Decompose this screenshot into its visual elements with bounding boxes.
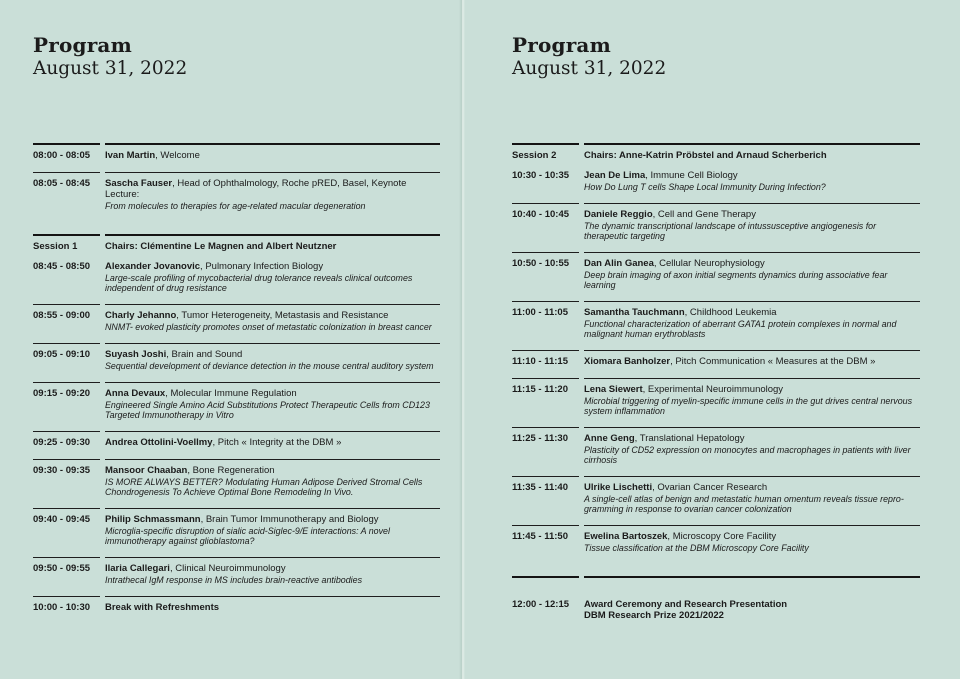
time-range: 10:30 - 10:35 <box>512 170 570 181</box>
talk-abstract: Sequential development of deviance detection in the mouse central auditory system <box>105 361 434 371</box>
speaker-name: Jean De Lima <box>584 170 646 181</box>
talk-abstract: NNMT- evoked plasticity promotes onset of metastatic colonization in breast cancer <box>105 322 432 332</box>
talk-topic: , Immune Cell Biology <box>645 170 738 181</box>
talk-abstract: Plasticity of CD52 expression on monocytes and macrophages in patients with liver cirrhosis <box>584 445 911 465</box>
time-range: 12:00 - 12:15 <box>512 576 579 621</box>
talk-abstract: Deep brain imaging of axon initial segments dynamics during associative fear learning <box>584 270 888 290</box>
talk-abstract: Large-scale profiling of mycobacterial drug tolerance reveals clinical outcomes independent of drug resistance <box>105 273 413 293</box>
page-date: August 31, 2022 <box>512 58 667 79</box>
talk-topic: , Microscopy Core Facility <box>667 531 777 542</box>
time-range: 11:10 - 11:15 <box>512 350 579 367</box>
entry-content <box>105 172 440 211</box>
talk-topic: , Pitch Communication « Measures at the DBM » <box>670 356 876 367</box>
schedule-row <box>33 143 440 172</box>
schedule-row <box>512 427 920 476</box>
chairs-label: Chairs: Clémentine Le Magnen and Albert Neutzner <box>105 241 337 252</box>
schedule-row <box>33 261 440 304</box>
award-subtitle: DBM Research Prize 2021/2022 <box>584 610 724 621</box>
time-range: 08:05 - 08:45 <box>33 172 100 211</box>
entry-content <box>105 143 440 161</box>
entry-content <box>105 261 440 293</box>
entry-content <box>105 343 440 371</box>
entry-line <box>584 258 920 269</box>
time-range: 11:45 - 11:50 <box>512 525 579 553</box>
speaker-name: Charly Jehanno <box>105 310 177 321</box>
entry-content <box>584 378 920 416</box>
talk-abstract: IS MORE ALWAYS BETTER? Modulating Human Adipose Derived Stromal Cells Chondrogenesis To Achieve Optimal Bone Remodeling In Vivo. <box>105 477 423 497</box>
entry-line <box>584 356 920 367</box>
page-date: August 31, 2022 <box>33 58 188 79</box>
left-page <box>33 0 440 679</box>
talk-abstract: Microglia-specific disruption of sialic acid-Siglec-9/E interactions: A novel immunotherapy against glioblastoma? <box>105 526 390 546</box>
entry-content <box>105 431 440 448</box>
schedule-row <box>512 350 920 378</box>
time-range: 10:00 - 10:30 <box>33 596 100 613</box>
entry-line <box>105 437 440 448</box>
time-range: 08:45 - 08:50 <box>33 261 91 272</box>
time-range: 09:15 - 09:20 <box>33 382 100 420</box>
entry-content <box>584 143 920 161</box>
entry-line <box>584 170 920 181</box>
entry-line <box>584 433 920 444</box>
schedule-row <box>512 252 920 301</box>
entry-content <box>105 234 440 252</box>
entry-line <box>105 178 440 200</box>
entry-content <box>584 301 920 339</box>
talk-abstract: From molecules to therapies for age-related macular degeneration <box>105 201 366 211</box>
right-page <box>512 0 920 679</box>
time-range: 09:30 - 09:35 <box>33 459 100 497</box>
talk-topic: , Tumor Heterogeneity, Metastasis and Resistance <box>176 310 389 321</box>
entry-line <box>105 349 440 360</box>
schedule-table <box>33 143 440 624</box>
entry-line <box>105 602 440 613</box>
schedule-row <box>33 343 440 382</box>
speaker-name: Anne Geng <box>584 433 635 444</box>
time-range: 11:35 - 11:40 <box>512 476 579 514</box>
speaker-name: Ivan Martin <box>105 150 156 161</box>
entry-content <box>584 252 920 290</box>
page-title: Program <box>33 33 132 57</box>
speaker-name: Samantha Tauchmann <box>584 307 685 318</box>
chairs-label: Chairs: Anne-Katrin Pröbstel and Arnaud Scherberich <box>584 150 827 161</box>
talk-topic: , Childhood Leukemia <box>684 307 777 318</box>
right-page-header <box>512 33 666 80</box>
entry-line <box>105 310 440 321</box>
entry-content <box>584 203 920 241</box>
time-range: 09:05 - 09:10 <box>33 343 100 371</box>
talk-topic: , Cell and Gene Therapy <box>652 209 756 220</box>
schedule-row <box>512 203 920 252</box>
speaker-name: Philip Schmassmann <box>105 514 201 525</box>
entry-content <box>584 525 920 553</box>
entry-content <box>105 382 440 420</box>
speaker-name: Ilaria Callegari <box>105 563 170 574</box>
talk-topic: , Welcome <box>155 150 200 161</box>
talk-abstract: How Do Lung T cells Shape Local Immunity During Infection? <box>584 182 826 192</box>
talk-topic: , Experimental Neuroimmunology <box>642 384 784 395</box>
time-range: 10:50 - 10:55 <box>512 252 579 290</box>
talk-topic: , Brain and Sound <box>166 349 243 360</box>
entry-line <box>584 384 920 395</box>
schedule-row <box>512 576 920 632</box>
time-range: 08:00 - 08:05 <box>33 143 100 161</box>
speaker-name: Anna Devaux <box>105 388 166 399</box>
entry-line <box>584 531 920 542</box>
talk-topic: , Pitch « Integrity at the DBM » <box>212 437 342 448</box>
entry-line <box>105 514 440 525</box>
talk-topic: , Translational Hepatology <box>634 433 745 444</box>
talk-topic: , Clinical Neuroimmunology <box>169 563 286 574</box>
time-range: 11:15 - 11:20 <box>512 378 579 416</box>
session-label: Session 2 <box>512 143 579 161</box>
talk-topic: , Molecular Immune Regulation <box>165 388 297 399</box>
page-title: Program <box>512 33 611 57</box>
entry-line <box>584 482 920 493</box>
speaker-name: Dan Alin Ganea <box>584 258 654 269</box>
left-page-header <box>33 33 187 80</box>
speaker-name: Alexander Jovanovic <box>105 261 201 272</box>
entry-line <box>105 465 440 476</box>
schedule-row <box>33 304 440 343</box>
speaker-name: Xiomara Banholzer <box>584 356 671 367</box>
session-header-row <box>33 234 440 261</box>
talk-abstract: Microbial triggering of myelin-specific immune cells in the gut drives central nervous system inflammation <box>584 396 913 416</box>
schedule-row <box>512 476 920 525</box>
entry-content <box>584 576 920 621</box>
talk-topic: , Cellular Neurophysiology <box>653 258 765 269</box>
entry-line <box>584 150 920 161</box>
entry-content <box>105 508 440 546</box>
entry-line <box>584 209 920 220</box>
speaker-name: Daniele Reggio <box>584 209 653 220</box>
entry-line <box>584 599 920 610</box>
talk-abstract: The dynamic transcriptional landscape of intussusceptive angiogenesis for therapeutic targeting <box>584 221 877 241</box>
time-range: 09:50 - 09:55 <box>33 557 100 585</box>
speaker-name: Suyash Joshi <box>105 349 167 360</box>
schedule-row <box>512 525 920 576</box>
entry-line <box>105 388 440 399</box>
time-range: 09:40 - 09:45 <box>33 508 100 546</box>
schedule-row <box>33 557 440 596</box>
page-fold-divider <box>459 0 465 679</box>
entry-line <box>105 563 440 574</box>
session-label: Session 1 <box>33 234 100 252</box>
time-range: 11:00 - 11:05 <box>512 301 579 339</box>
talk-abstract: Functional characterization of aberrant GATA1 protein complexes in normal and malignant human erythroblasts <box>584 319 897 339</box>
entry-content <box>584 476 920 514</box>
entry-line <box>105 150 440 161</box>
schedule-row <box>33 172 440 234</box>
talk-abstract: Tissue classification at the DBM Microscopy Core Facility <box>584 543 809 553</box>
schedule-row <box>512 378 920 427</box>
session-header-row <box>512 143 920 170</box>
entry-content <box>584 427 920 465</box>
talk-topic: , Head of Ophthalmology, Roche pRED, Basel, Keynote Lecture: <box>105 178 407 200</box>
speaker-name: Mansoor Chaaban <box>105 465 188 476</box>
schedule-row <box>33 508 440 557</box>
time-range: 11:25 - 11:30 <box>512 427 579 465</box>
schedule-row <box>33 596 440 624</box>
speaker-name: Lena Siewert <box>584 384 643 395</box>
talk-topic: , Pulmonary Infection Biology <box>200 261 324 272</box>
schedule-row <box>33 431 440 459</box>
schedule-row <box>33 459 440 508</box>
entry-line <box>105 261 440 272</box>
speaker-name: Ewelina Bartoszek <box>584 531 668 542</box>
speaker-name: Sascha Fauser <box>105 178 173 189</box>
time-range: 08:55 - 09:00 <box>33 304 100 332</box>
schedule-row <box>512 301 920 350</box>
talk-abstract: Engineered Single Amino Acid Substitutions Protect Therapeutic Cells from CD123 Targeted Immunotherapy in Vitro <box>105 400 430 420</box>
entry-line <box>584 307 920 318</box>
schedule-row <box>512 170 920 203</box>
talk-abstract: A single-cell atlas of benign and metastatic human omentum reveals tissue repro-gramming in response to ovarian cancer colonization <box>584 494 904 514</box>
entry-content <box>105 557 440 585</box>
talk-topic: , Bone Regeneration <box>187 465 275 476</box>
schedule-table <box>512 143 920 632</box>
speaker-name: Andrea Ottolini-Voellmy <box>105 437 213 448</box>
entry-content <box>584 170 920 192</box>
entry-content <box>105 304 440 332</box>
entry-content <box>105 459 440 497</box>
schedule-row <box>33 382 440 431</box>
entry-line <box>105 241 440 252</box>
time-range: 09:25 - 09:30 <box>33 431 100 448</box>
entry-content <box>584 350 920 367</box>
speaker-name: Break with Refreshments <box>105 602 220 613</box>
entry-content <box>105 596 440 613</box>
speaker-name: Award Ceremony and Research Presentation <box>584 599 788 610</box>
time-range: 10:40 - 10:45 <box>512 203 579 241</box>
talk-abstract: Intrathecal IgM response in MS includes brain-reactive antibodies <box>105 575 363 585</box>
talk-topic: , Ovarian Cancer Research <box>652 482 768 493</box>
speaker-name: Ulrike Lischetti <box>584 482 653 493</box>
talk-topic: , Brain Tumor Immunotherapy and Biology <box>200 514 379 525</box>
